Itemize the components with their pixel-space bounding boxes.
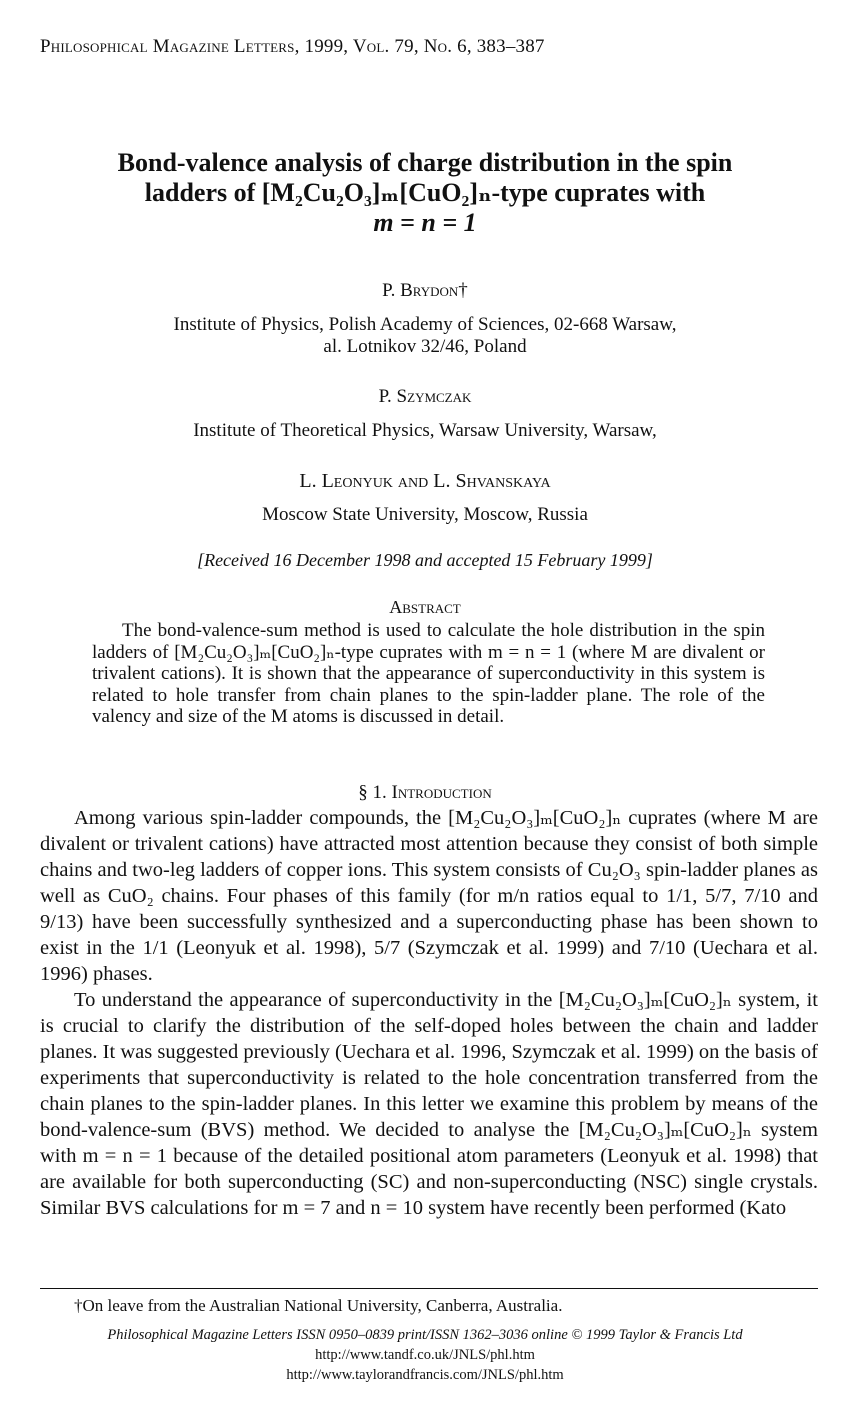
author-2-affiliation: Institute of Theoretical Physics, Warsaw University, Warsaw, xyxy=(193,420,657,441)
running-head: Philosophical Magazine Letters, 1999, Vol. 79, No. 6, 383–387 xyxy=(40,36,545,57)
title-line-2: ladders of [M₂Cu₂O₃]ₘ[CuO₂]ₙ-type cuprates with xyxy=(144,178,706,207)
url-line-2: http://www.taylorandfrancis.com/JNLS/phl.htm xyxy=(286,1367,564,1383)
author-3-name: L. Leonyuk and L. Shvanskaya xyxy=(299,470,551,492)
paragraph: Among various spin-ladder compounds, the [M₂Cu₂O₃]ₘ[CuO₂]ₙ cuprates (where M are divalent or trivalent cations) have attracted most attention because they consist of both simple chains and two-leg ladders of copper ions. This system consists of Cu₂O₃ spin-ladder planes as well as CuO₂ chains. Four phases of this family (for m/n ratios equal to 1/1, 5/7, 7/10 and 9/13) have been successfully synthesized and a superconducting phase has been shown to exist in the 1/1 (Leonyuk et al. 1998), 5/7 (Szymczak et al. 1999) and 7/10 (Uechara et al. 1996) phases. xyxy=(40,807,818,985)
section-heading: § 1. Introduction xyxy=(358,782,492,803)
author-1-affiliation xyxy=(0,314,850,358)
author-2-name: P. Szymczak xyxy=(378,386,472,407)
journal-line: Philosophical Magazine Letters ISSN 0950–0839 print/ISSN 1362–3036 online © 1999 Taylor & Francis Ltd xyxy=(107,1327,743,1343)
received-date: [Received 16 December 1998 and accepted 15 February 1999] xyxy=(197,550,653,570)
title-line-1: Bond-valence analysis of charge distribution in the spin xyxy=(117,148,733,177)
author-1-name: P. Brydon† xyxy=(382,280,468,301)
article-title xyxy=(60,148,790,238)
abstract-text: The bond-valence-sum method is used to calculate the hole distribution in the spin ladders of [M₂Cu₂O₃]ₘ[CuO₂]ₙ-type cuprates with m = n = 1 (where M are divalent or trivalent cations). It is shown that the appearance of superconductivity in this system is related to hole transfer from chain planes to the spin-ladder plane. The role of the valency and size of the M atoms is discussed in detail. xyxy=(92,620,765,727)
paragraph: To understand the appearance of superconductivity in the [M₂Cu₂O₃]ₘ[CuO₂]ₙ system, it is crucial to clarify the distribution of the self-doped holes between the chain and ladder planes. It was suggested previously (Uechara et al. 1996, Szymczak et al. 1999) on the basis of experiments that superconductivity is related to the hole concentration transferred from the chain planes to the spin-ladder planes. In this letter we examine this problem by means of the bond-valence-sum (BVS) method. We decided to analyse the [M₂Cu₂O₃]ₘ[CuO₂]ₙ system with m = n = 1 because of the detailed positional atom parameters (Leonyuk et al. 1998) that are available for both superconducting (SC) and non-superconducting (NSC) single crystals. Similar BVS calculations for m = 7 and n = 10 system have recently been performed (Kato xyxy=(40,989,818,1219)
footnote-rule xyxy=(40,1288,818,1289)
footnote: †On leave from the Australian National University, Canberra, Australia. xyxy=(74,1296,563,1315)
affiliation-line: Institute of Physics, Polish Academy of Sciences, 02-668 Warsaw, xyxy=(173,314,677,335)
abstract-heading: Abstract xyxy=(389,597,461,617)
section-body xyxy=(40,805,818,1221)
author-3-affiliation: Moscow State University, Moscow, Russia xyxy=(262,504,588,525)
url-line-1: http://www.tandf.co.uk/JNLS/phl.htm xyxy=(315,1347,535,1363)
affiliation-line: al. Lotnikov 32/46, Poland xyxy=(323,336,527,357)
title-line-3: m = n = 1 xyxy=(373,208,477,237)
